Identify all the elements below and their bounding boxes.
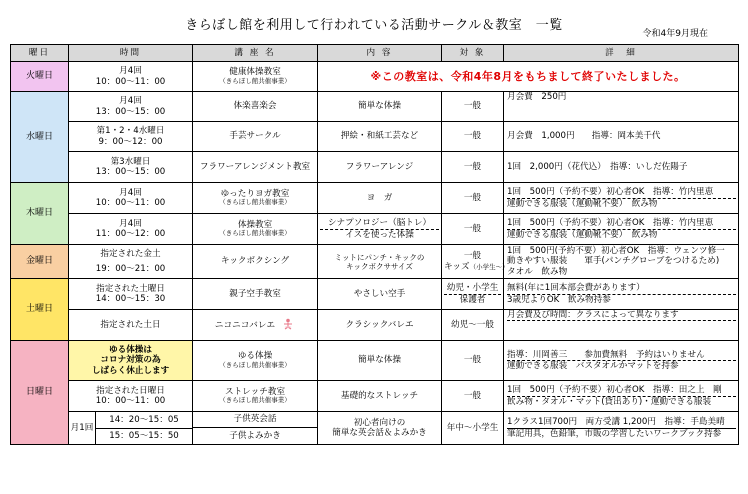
course-name: 体操教室 （きらぼし館共催事業） [193,214,318,245]
detail-cell: 月会費及び時間：クラスによって異なります [504,310,739,341]
target-cell: 一般 [442,381,504,412]
course-name: 子供英会話 子供よみかき [193,412,318,445]
time-cell: 指定された土曜日 14：00～15：30 [69,279,193,310]
table-row [11,122,739,152]
page-title: きらぼし館を利用して行われている活動サークル＆教室 一覧 [185,18,563,33]
target-cell: 年中～小学生 [442,412,504,445]
header-name: 講 座 名 [193,45,318,62]
table-row [11,62,739,92]
content-cell: ミットにパンチ・キックの キックボクササイズ [318,245,442,279]
target-cell: 一般 [442,341,504,381]
frequency-cell: 月1回 14：20～15：05 15：05～15：50 [69,412,193,445]
target-cell: 幼児・小学生 保護者 [442,279,504,310]
time-cell: 月4回 13：00～15：00 [69,92,193,122]
day-wednesday: 水曜日 [11,92,69,183]
content-cell: 基礎的なストレッチ [318,381,442,412]
content-cell: 初心者向けの 簡単な英会話＆よみかき [318,412,442,445]
header-target: 対 象 [442,45,504,62]
detail-cell: 1クラス1回700円 両方受講 1,200円 指導：手島美晴 筆記用具，色鉛筆，市販の学習したいワークブック持参 [504,412,739,445]
time-cell: 第1・2・4水曜日 9：00～12：00 [69,122,193,152]
table-row [11,183,739,214]
course-name: 親子空手教室 [193,279,318,310]
detail-cell: 1回 500円(予約不要）初心者OK 指導：ウェンツ修一 動きやすい服装 軍手(パンチグローブをつけるため) タオル 飲み物 [504,245,739,279]
table-row [11,381,739,412]
header-content: 内 容 [318,45,442,62]
course-name: ゆる体操 （きらぼし館共催事業） [193,341,318,381]
day-saturday: 土曜日 [11,279,69,341]
time-cell: 指定された日曜日 10：00～11：00 [69,381,193,412]
table-row [11,92,739,122]
time-cell: 指定された金土 19：00～21：00 [69,245,193,279]
course-name: ゆったりヨガ教室 （きらぼし館共催事業） [193,183,318,214]
day-sunday: 日曜日 [11,341,69,445]
as-of-date: 令和4年9月現在 [642,29,708,39]
header-detail: 詳 細 [504,45,739,62]
detail-cell: 1回 2,000円（花代込） 指導：いしだ佐陽子 [504,152,739,183]
target-cell: 一般 [442,183,504,214]
target-cell: 一般 [442,122,504,152]
detail-cell: 1回 500円（予約不要）初心者OK 指導：田之上 剛 飲み物・タオル・マット(貸出あり)・運動できる服装 [504,381,739,412]
detail-cell: 指導：川岡善三 参加費無料 予約はいりません 運動できる服装 バスタオルかマットを持参 [504,341,739,381]
detail-cell: 月会費 1,000円 指導：岡本美千代 [504,122,739,152]
content-cell: ヨ ガ [318,183,442,214]
time-cell: 指定された土日 [69,310,193,341]
time-cell: 第3水曜日 13：00～15：00 [69,152,193,183]
target-cell: 一般 [442,92,504,122]
course-name: 健康体操教室 （きらぼし館共催事業） [193,62,318,92]
course-name: 体楽喜楽会 [193,92,318,122]
course-name: 手芸サークル [193,122,318,152]
detail-cell: 1回 500円（予約不要）初心者OK 指導：竹内里恵 運動できる服装（運動靴不要） 飲み物 [504,214,739,245]
table-row [11,412,739,445]
suspension-notice: ゆる体操は コロナ対策の為 しばらく休止します [69,341,193,381]
content-cell: フラワーアレンジ [318,152,442,183]
day-friday: 金曜日 [11,245,69,279]
target-cell: 一般 キッズ（小学生～） [442,245,504,279]
detail-cell: 月会費 250円 [504,92,739,122]
table-row [11,214,739,245]
time-cell: 月4回 11：00～12：00 [69,214,193,245]
detail-cell: 無料(年に1回本部会費があります） 3歳児よりOK 飲み物持参 [504,279,739,310]
content-cell: シナプソロジー（脳トレ） イスを使った体操 [318,214,442,245]
table-row [11,279,739,310]
table-row [11,310,739,341]
header-time: 時間 [69,45,193,62]
content-cell: 簡単な体操 [318,92,442,122]
course-name: フラワーアレンジメント教室 [193,152,318,183]
header-day: 曜日 [11,45,69,62]
time-cell: 月4回 10：00～11：00 [69,183,193,214]
table-row [11,245,739,279]
content-cell: やさしい空手 [318,279,442,310]
header-row [11,45,739,62]
table-row [11,341,739,381]
ballerina-icon [281,318,295,332]
target-cell: 一般 [442,152,504,183]
target-cell: 一般 [442,214,504,245]
day-thursday: 木曜日 [11,183,69,245]
target-cell: 幼児～一般 [442,310,504,341]
content-cell: クラシックバレエ [318,310,442,341]
end-notice: ※この教室は、令和4年8月をもちまして終了いたしました。 [318,62,739,92]
schedule-table [10,44,739,445]
detail-cell: 1回 500円（予約不要）初心者OK 指導：竹内里恵 運動できる服装（運動靴不要） 飲み物 [504,183,739,214]
course-name: ストレッチ教室 （きらぼし館共催事業） [193,381,318,412]
time-cell: 月4回 10：00～11：00 [69,62,193,92]
course-name: キックボクシング [193,245,318,279]
table-row [11,152,739,183]
content-cell: 簡単な体操 [318,341,442,381]
day-tuesday: 火曜日 [11,62,69,92]
content-cell: 押絵・和紙工芸など [318,122,442,152]
course-name: ニコニコバレエ [193,310,318,341]
